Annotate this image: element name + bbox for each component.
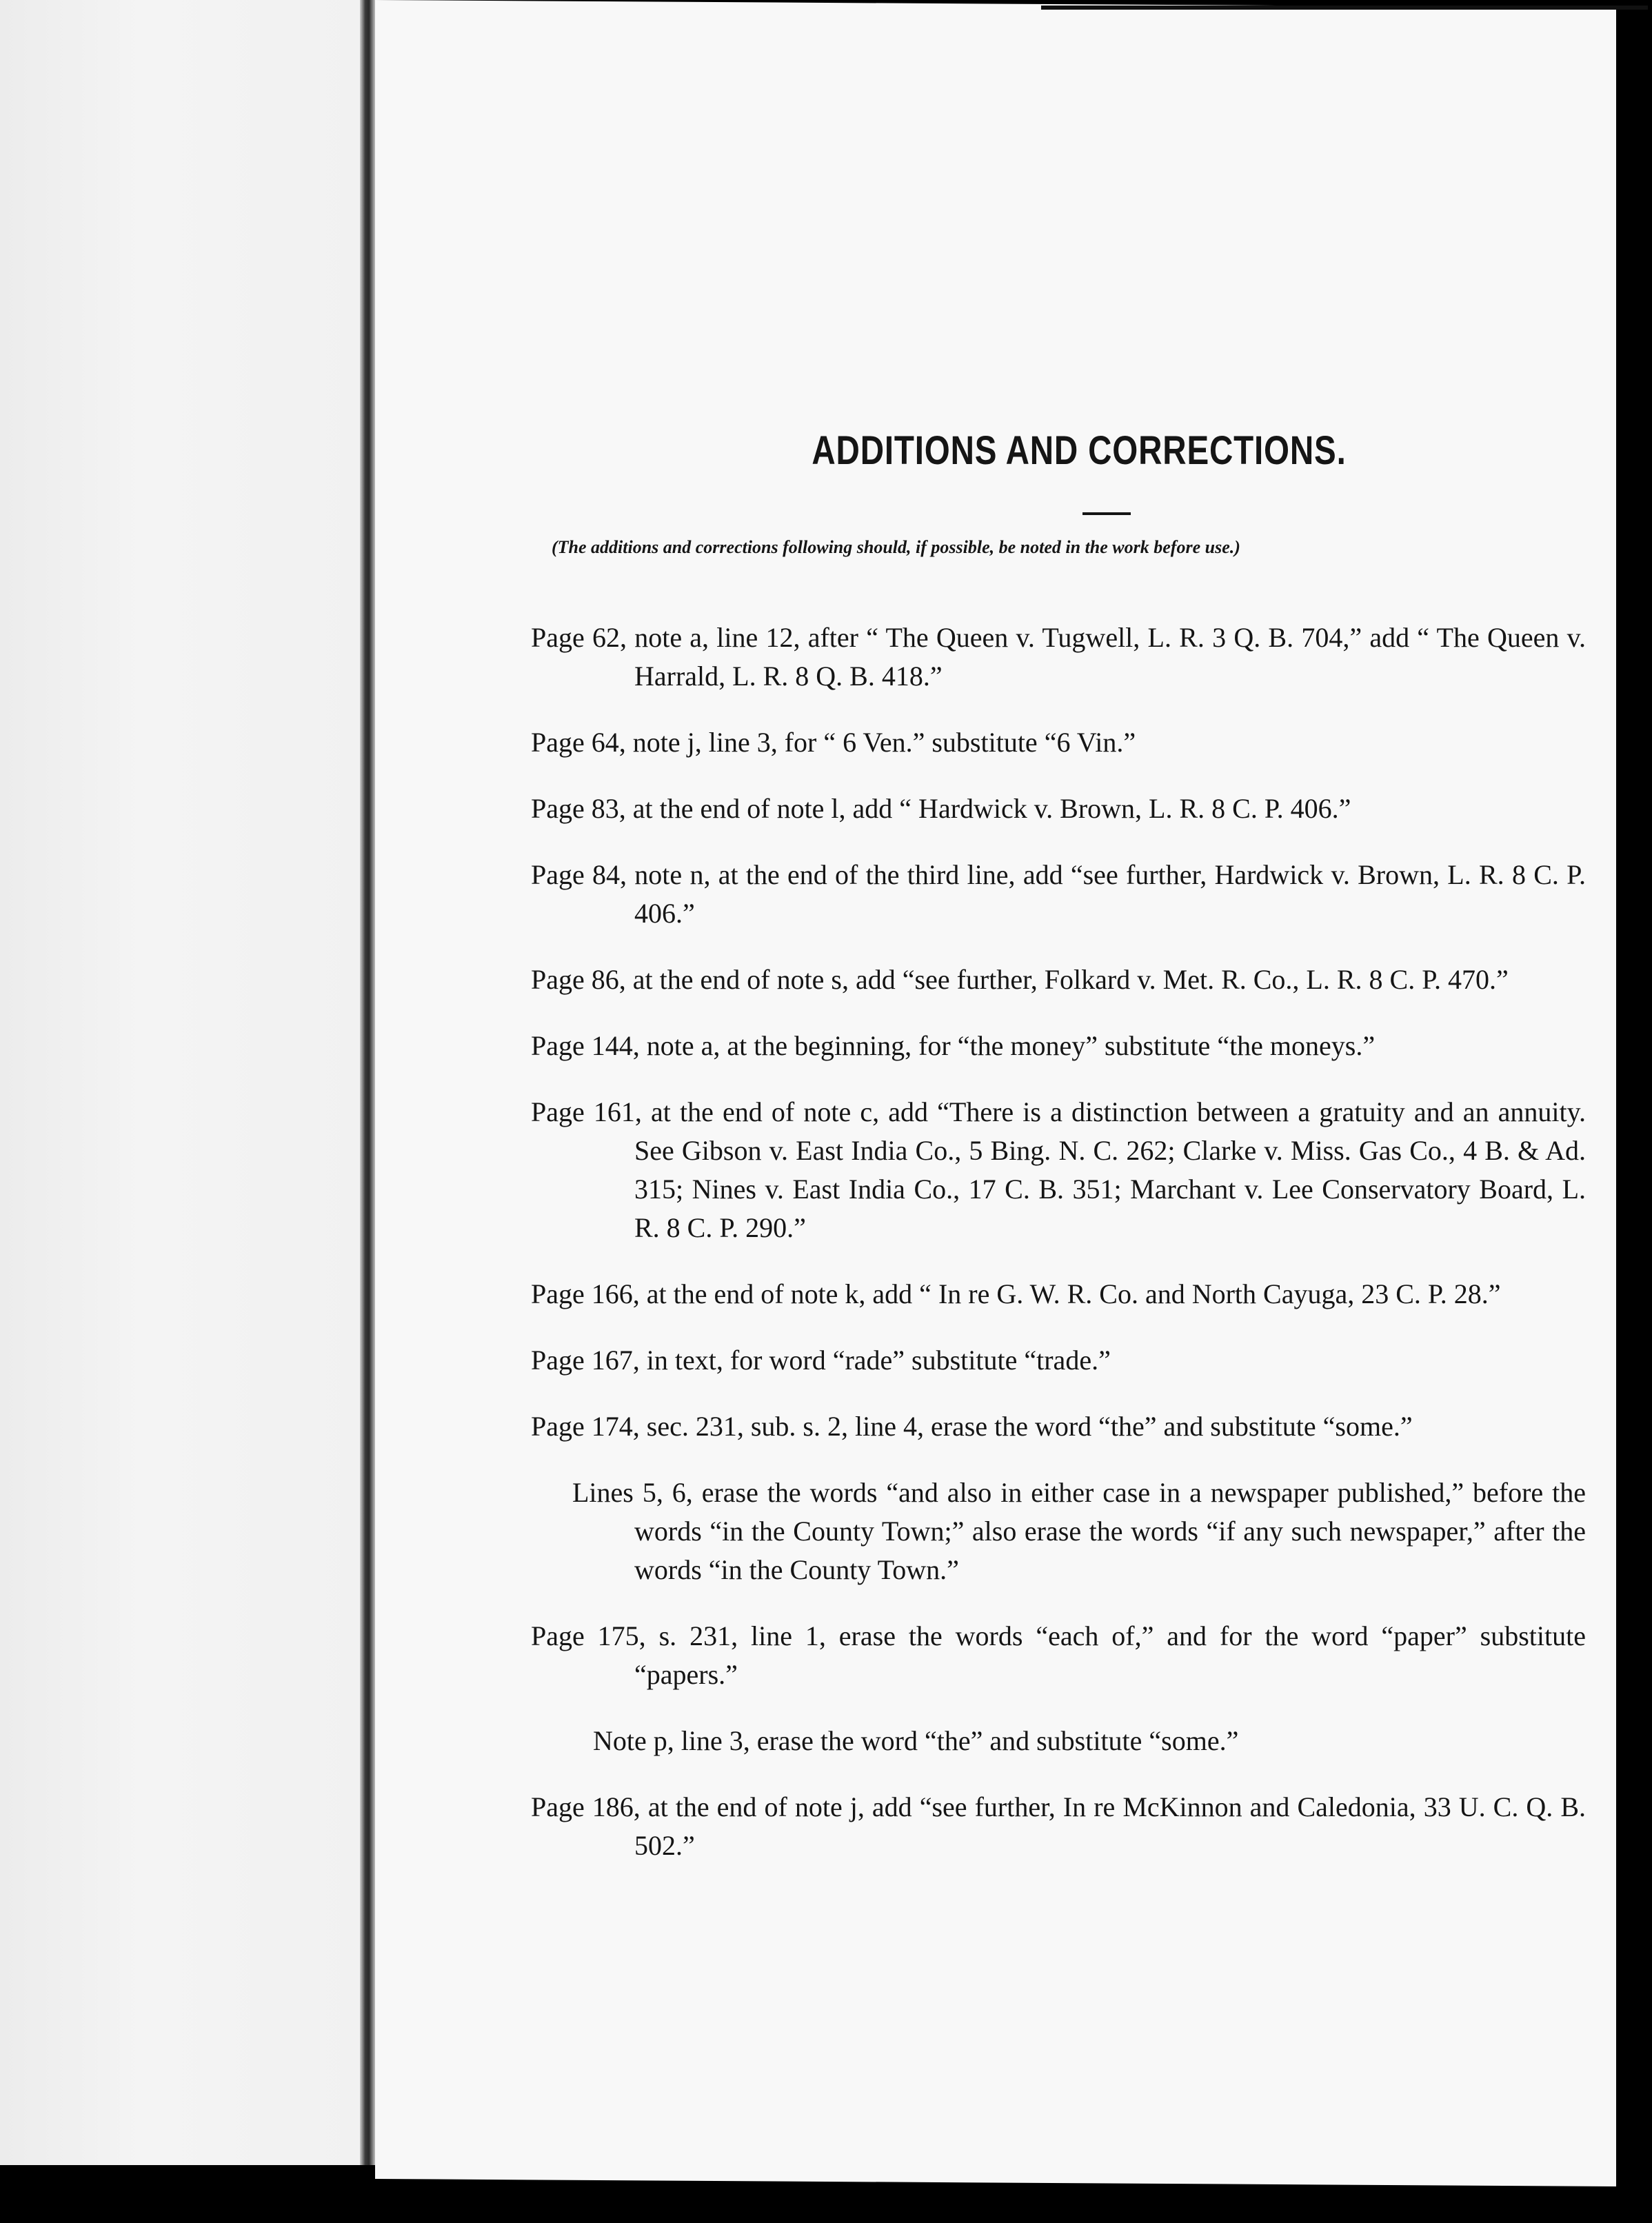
correction-entry: Page 175, s. 231, line 1, erase the words “each of,” and for the word “paper” substitute “papers.”	[531, 1620, 1586, 1690]
correction-entry: Page 86, at the end of note s, add “see further, Folkard v. Met. R. Co., L. R. 8 C. P. 470.”	[531, 964, 1509, 995]
correction-entry: Page 144, note a, at the beginning, for “the money” substitute “the moneys.”	[531, 1030, 1376, 1061]
title-rule	[1082, 512, 1131, 515]
correction-entry: Page 62, note a, line 12, after “ The Queen v. Tugwell, L. R. 3 Q. B. 704,” add “ The Queen v. Harrald, L. R. 8 Q. B. 418.”	[531, 622, 1586, 692]
correction-entry: Page 83, at the end of note l, add “ Hardwick v. Brown, L. R. 8 C. P. 406.”	[531, 793, 1351, 824]
corrections-list	[531, 618, 1586, 1865]
correction-entry: Page 186, at the end of note j, add “see further, In re McKinnon and Caledonia, 33 U. C. Q. B. 502.”	[531, 1791, 1586, 1861]
correction-entry: Page 84, note n, at the end of the third line, add “see further, Hardwick v. Brown, L. R. 8 C. P. 406.”	[531, 859, 1586, 929]
scan-border	[1616, 0, 1652, 2223]
top-page-edge	[1041, 6, 1648, 10]
correction-entry: Page 161, at the end of note c, add “There is a distinction between a gratuity and an annuity. See Gibson v. East India Co., 5 Bing. N. C. 262; Clarke v. Miss. Gas Co., 4 B. & Ad. 315; Nines v. East India Co., 17 C. B. 351; Marchant v. Lee Conservatory Board, L. R. 8 C. P. 290.”	[531, 1096, 1586, 1243]
book-gutter	[360, 0, 375, 2165]
correction-entry: Page 64, note j, line 3, for “ 6 Ven.” substitute “6 Vin.”	[531, 727, 1136, 758]
correction-entry: Page 174, sec. 231, sub. s. 2, line 4, erase the word “the” and substitute “some.”	[531, 1411, 1413, 1442]
page-subnote: (The additions and corrections following should, if possible, be noted in the work before use.)	[552, 537, 1240, 557]
left-facing-page	[0, 0, 360, 2165]
correction-entry: Page 166, at the end of note k, add “ In re G. W. R. Co. and North Cayuga, 23 C. P. 28.”	[531, 1278, 1501, 1309]
page-content	[531, 428, 1586, 1873]
correction-subentry: Note p, line 3, erase the word “the” and substitute “some.”	[593, 1725, 1239, 1756]
correction-subentry: Lines 5, 6, erase the words “and also in either case in a newspaper published,” before the words “in the County Town;” also erase the words “if any such newspaper,” after the words “in the County Town.”	[572, 1477, 1586, 1585]
page-title: ADDITIONS AND CORRECTIONS.	[812, 428, 1347, 473]
correction-entry: Page 167, in text, for word “rade” substitute “trade.”	[531, 1345, 1111, 1376]
